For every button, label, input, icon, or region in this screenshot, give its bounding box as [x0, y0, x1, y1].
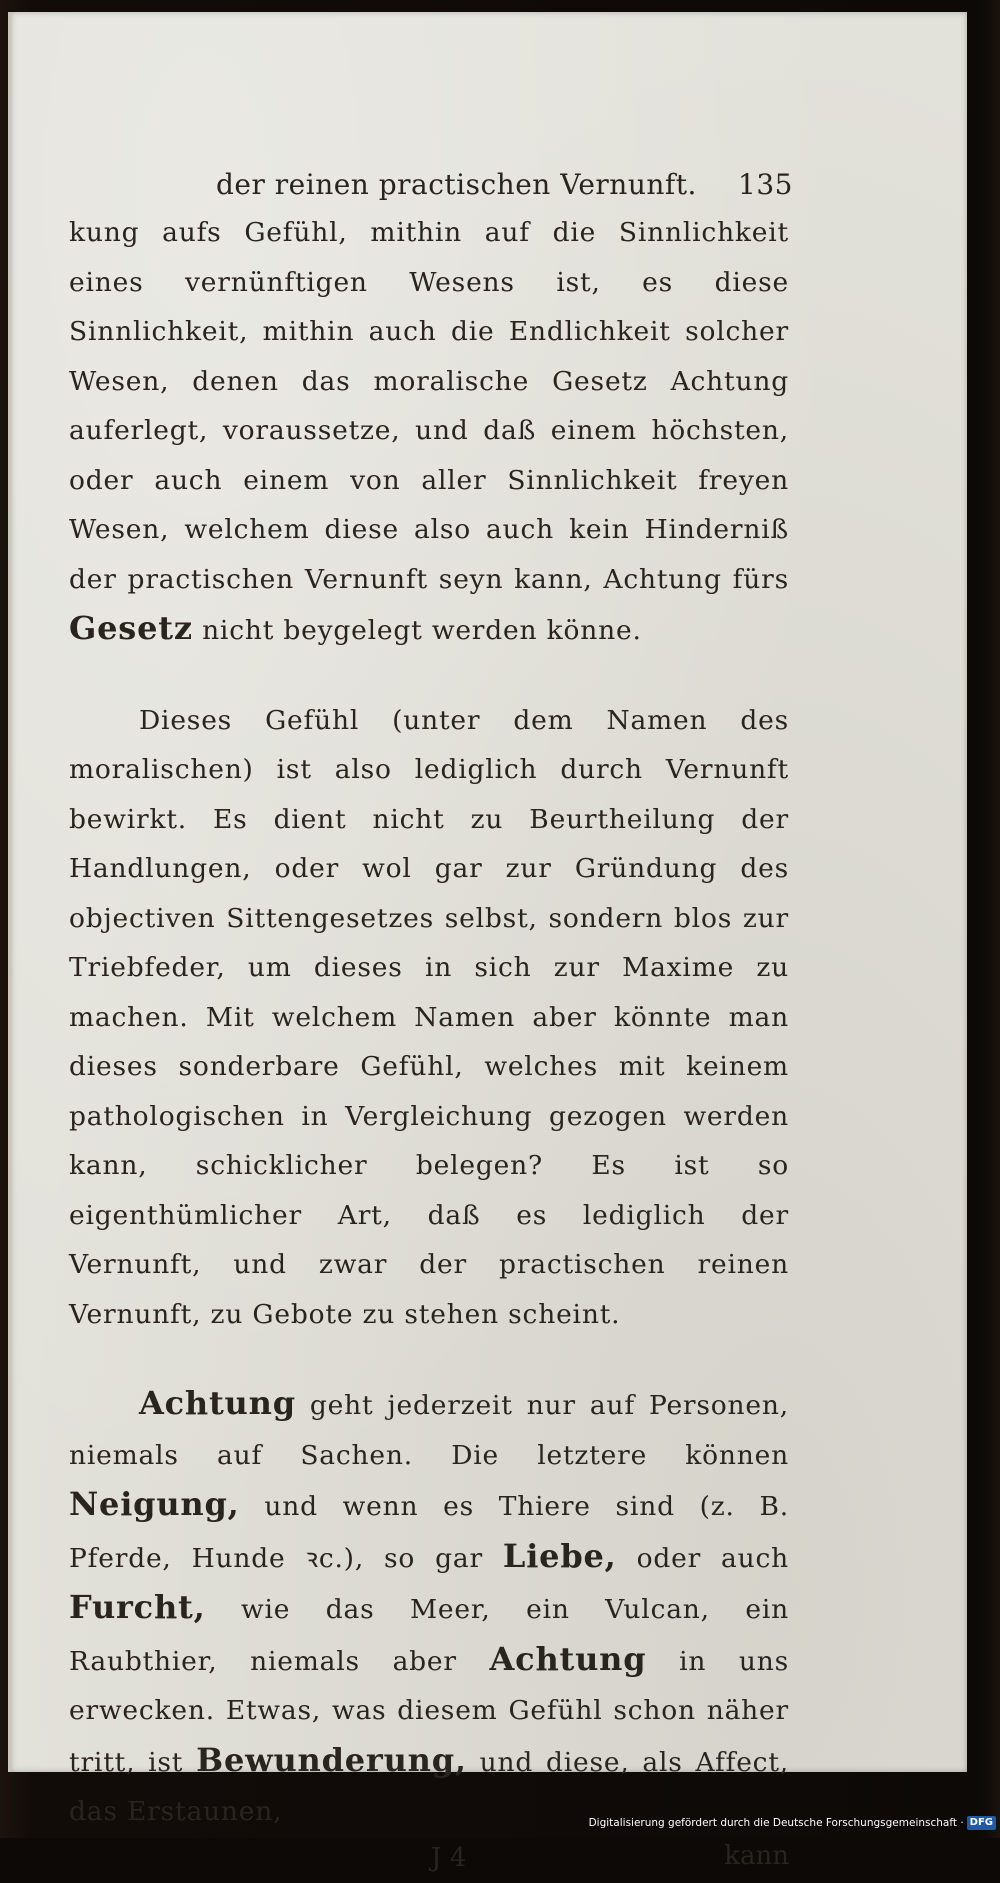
- paragraph-3-text: wie das Meer, ein Vulcan, ein Raubthier, niemals aber: [69, 1594, 789, 1677]
- paragraph-3-text: oder auch: [636, 1542, 789, 1574]
- emphasized-word: Achtung: [489, 1639, 647, 1678]
- emphasized-word: Bewunderung,: [196, 1740, 467, 1779]
- page-number: 135: [738, 168, 793, 201]
- paragraph-3-text: und wenn es Thiere sind (z. B. Pferde, Hunde ꝛc.), so gar: [69, 1491, 789, 1574]
- credit-text: Digitalisierung gefördert durch die Deutsche Forschungsgemeinschaft ·: [588, 1817, 964, 1829]
- paragraph-2: Dieses Gefühl (unter dem Namen des moralischen) ist also lediglich durch Vernunft bewirkt. Es dient nicht zu Beurtheilung der Handlungen, oder wol gar zur Gründung des objectiven Sittengesetzes selbst, sondern blos zur Triebfeder, um dieses in sich zur Maxime zu machen. Mit welchem Namen aber könnte man dieses sonderbare Gefühl, welches mit keinem pathologischen in Vergleichung gezogen werden kann, schicklicher belegen? Es ist so eigenthümlicher Art, daß es lediglich der Vernunft, und zwar der practischen reinen Vernunft, zu Gebote zu stehen scheint.: [69, 704, 789, 1330]
- paragraph-3-text: geht jederzeit nur auf Personen, niemals auf Sachen. Die letztere können: [69, 1390, 789, 1471]
- paragraph-3-text: und diese, als Affect, das Erstaunen,: [69, 1746, 789, 1827]
- running-title: der reinen practischen Vernunft.: [216, 168, 697, 201]
- emphasized-word: Furcht,: [69, 1588, 206, 1626]
- paragraph-3-text: in uns erwecken. Etwas, was diesem Gefühl schon näher tritt, ist: [69, 1645, 789, 1778]
- digitization-credit: [589, 1812, 996, 1834]
- paragraph-1-text: kung aufs Gefühl, mithin auf die Sinnlichkeit eines vernünftigen Wesens ist, es diese Sinnlichkeit, mithin auch die Endlichkeit solcher Wesen, denen das moralische Gesetz Achtung auferlegt, voraussetze, und daß einem höchsten, oder auch einem von aller Sinnlichkeit freyen Wesen, welchem diese also auch kein Hinderniß der practischen Vernunft seyn kann, Achtung fürs: [69, 217, 789, 595]
- page-footer: [69, 1840, 789, 1883]
- emphasized-word: Neigung,: [69, 1485, 240, 1523]
- paragraph-1-end: nicht beygelegt werden könne.: [202, 615, 642, 646]
- emphasized-word: Achtung: [139, 1384, 296, 1422]
- catchword: kann: [724, 1840, 789, 1871]
- emphasized-word: Liebe,: [502, 1536, 617, 1575]
- emphasized-word: Gesetz: [69, 609, 193, 647]
- page-content: [69, 152, 793, 1883]
- signature-mark: J 4: [431, 1842, 467, 1873]
- paragraph-1: [69, 208, 789, 656]
- dfg-logo: DFG: [967, 1816, 996, 1830]
- paragraph-3: [69, 1379, 789, 1837]
- running-head: [69, 152, 793, 201]
